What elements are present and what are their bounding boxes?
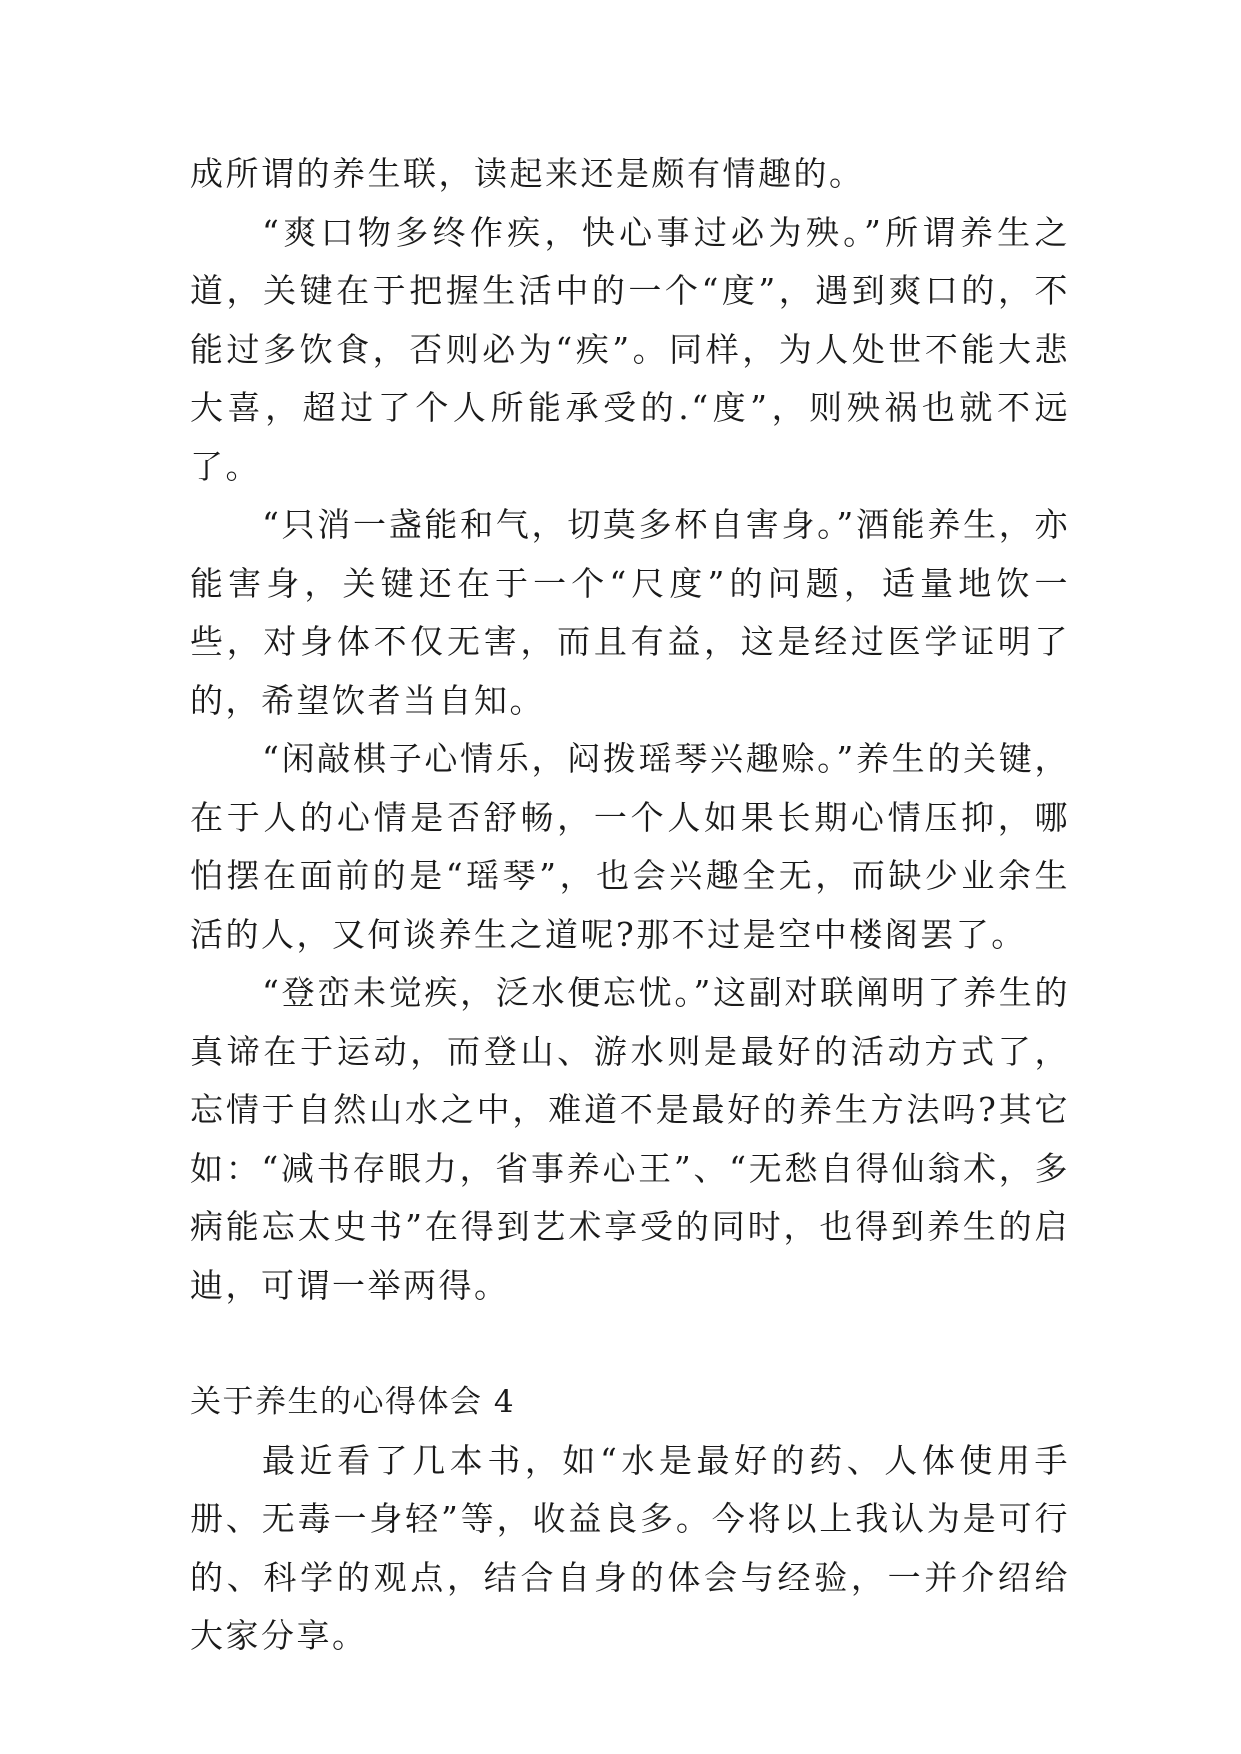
paragraph-continuation: 成所谓的养生联，读起来还是颇有情趣的。 bbox=[190, 154, 865, 193]
document-page bbox=[190, 145, 1070, 1666]
paragraph-couplet-2: “只消一盏能和气，切莫多杯自害身。”酒能养生，亦能害身，关键还在于一个“尺度”的问题，适量地饮一些，对身体不仅无害，而且有益，这是经过医学证明了的，希望饮者当自知。 bbox=[190, 505, 1070, 720]
paragraph-couplet-4: “登峦未觉疾，泛水便忘忧。”这副对联阐明了养生的真谛在于运动，而登山、游水则是最好的活动方式了，忘情于自然山水之中，难道不是最好的养生方法吗?其它如：“减书存眼力，省事养心王”、“无愁自得仙翁术，多病能忘太史书”在得到艺术享受的同时，也得到养生的启迪，可谓一举两得。 bbox=[190, 973, 1070, 1305]
section-heading: 关于养生的心得体会 4 bbox=[190, 1384, 516, 1420]
paragraph-couplet-1: “爽口物多终作疾，快心事过必为殃。”所谓养生之道，关键在于把握生活中的一个“度”，遇到爽口的，不能过多饮食，否则必为“疾”。同样，为人处世不能大悲大喜，超过了个人所能承受的.“度”，则殃祸也就不远了。 bbox=[190, 212, 1070, 486]
paragraph-couplet-3: “闲敲棋子心情乐，闷拨瑶琴兴趣赊。”养生的关键，在于人的心情是否舒畅，一个人如果长期心情压抑，哪怕摆在面前的是“瑶琴”，也会兴趣全无，而缺少业余生活的人，又何谈养生之道呢?那不过是空中楼阁罢了。 bbox=[190, 739, 1070, 954]
section-paragraph: 最近看了几本书，如“水是最好的药、人体使用手册、无毒一身轻”等，收益良多。今将以上我认为是可行的、科学的观点，结合自身的体会与经验，一并介绍给大家分享。 bbox=[190, 1440, 1070, 1655]
